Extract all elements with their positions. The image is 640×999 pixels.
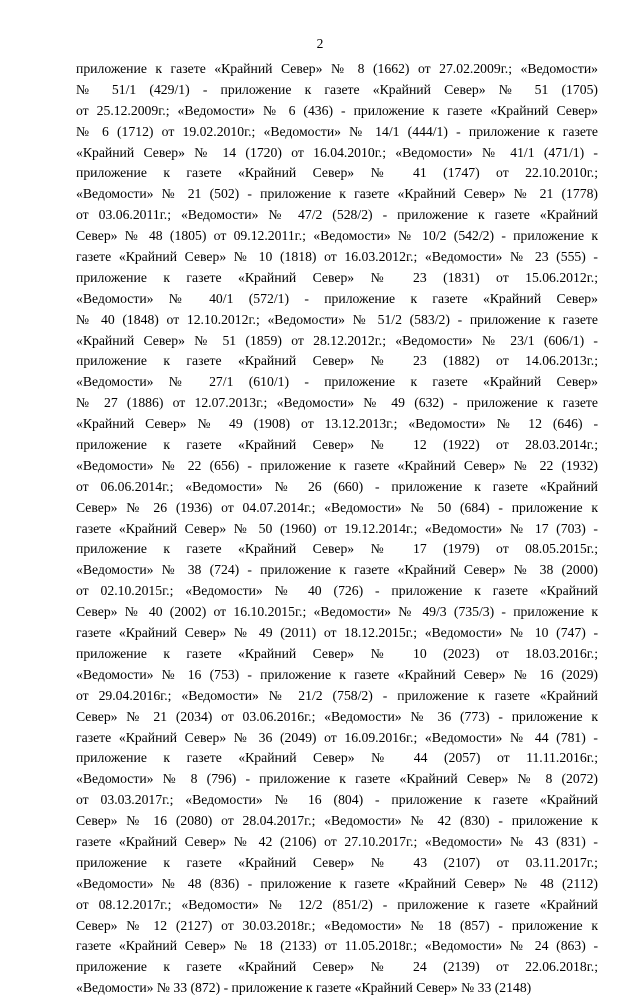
text-line: № 27 (1886) от 12.07.2013г.; «Ведомости» № 49 (632) - приложение к газете — [76, 395, 598, 411]
text-line: «Ведомости» № 16 (753) - приложение к газете «Крайний Север» № 16 (2029) — [76, 666, 598, 682]
text-line: газете «Крайний Север» № 49 (2011) от 18.12.2015г.; «Ведомости» № 10 (747) - — [76, 625, 598, 641]
text-line: приложение к газете «Крайний Север» № 44 (2057) от 11.11.2016г.; — [76, 750, 598, 766]
text-line: газете «Крайний Север» № 42 (2106) от 27.10.2017г.; «Ведомости» № 43 (831) - — [76, 833, 598, 849]
text-line: № 51/1 (429/1) - приложение к газете «Крайний Север» № 51 (1705) — [76, 81, 598, 97]
text-line: приложение к газете «Крайний Север» № 17 (1979) от 08.05.2015г.; — [76, 541, 598, 557]
text-line: от 25.12.2009г.; «Ведомости» № 6 (436) - приложение к газете «Крайний Север» — [76, 102, 598, 118]
text-line: газете «Крайний Север» № 50 (1960) от 19.12.2014г.; «Ведомости» № 17 (703) - — [76, 520, 598, 536]
text-line: Север» № 40 (2002) от 16.10.2015г.; «Ведомости» № 49/3 (735/3) - приложение к — [76, 604, 598, 620]
text-line: приложение к газете «Крайний Север» № 43 (2107) от 03.11.2017г.; — [76, 854, 598, 870]
text-line: от 02.10.2015г.; «Ведомости» № 40 (726) - приложение к газете «Крайний — [76, 583, 598, 599]
text-line: от 29.04.2016г.; «Ведомости» № 21/2 (758/2) - приложение к газете «Крайний — [76, 687, 598, 703]
text-line: газете «Крайний Север» № 18 (2133) от 11.05.2018г.; «Ведомости» № 24 (863) - — [76, 938, 598, 954]
text-line: № 40 (1848) от 12.10.2012г.; «Ведомости» № 51/2 (583/2) - приложение к газете — [76, 311, 598, 327]
text-line: «Ведомости» № 38 (724) - приложение к газете «Крайний Север» № 38 (2000) — [76, 562, 598, 578]
text-line: Север» № 16 (2080) от 28.04.2017г.; «Ведомости» № 42 (830) - приложение к — [76, 813, 598, 829]
text-line: от 03.03.2017г.; «Ведомости» № 16 (804) - приложение к газете «Крайний — [76, 792, 598, 808]
text-line: Север» № 21 (2034) от 03.06.2016г.; «Ведомости» № 36 (773) - приложение к — [76, 708, 598, 724]
page-number: 2 — [316, 36, 324, 51]
text-line: от 03.06.2011г.; «Ведомости» № 47/2 (528/2) - приложение к газете «Крайний — [76, 207, 598, 223]
text-line: «Крайний Север» № 14 (1720) от 16.04.2010г.; «Ведомости» № 41/1 (471/1) - — [76, 144, 598, 160]
text-line: приложение к газете «Крайний Север» № 24 (2139) от 22.06.2018г.; — [76, 959, 598, 975]
text-line: «Ведомости» № 33 (872) - приложение к газете «Крайний Север» № 33 (2148) — [76, 980, 532, 996]
text-line: приложение к газете «Крайний Север» № 41 (1747) от 22.10.2010г.; — [76, 165, 598, 181]
text-line: «Ведомости» № 27/1 (610/1) - приложение к газете «Крайний Север» — [76, 374, 598, 390]
text-line: «Ведомости» № 48 (836) - приложение к газете «Крайний Север» № 48 (2112) — [76, 875, 598, 891]
text-line: приложение к газете «Крайний Север» № 23 (1831) от 15.06.2012г.; — [76, 269, 598, 285]
text-line: «Ведомости» № 40/1 (572/1) - приложение к газете «Крайний Север» — [76, 290, 598, 306]
text-line: «Ведомости» № 22 (656) - приложение к газете «Крайний Север» № 22 (1932) — [76, 457, 598, 473]
text-line: «Ведомости» № 8 (796) - приложение к газете «Крайний Север» № 8 (2072) — [76, 771, 598, 787]
text-line: приложение к газете «Крайний Север» № 8 (1662) от 27.02.2009г.; «Ведомости» — [76, 61, 598, 76]
text-line: «Ведомости» № 21 (502) - приложение к газете «Крайний Север» № 21 (1778) — [76, 186, 598, 202]
text-line: приложение к газете «Крайний Север» № 12 (1922) от 28.03.2014г.; — [76, 437, 598, 453]
body-paragraph — [76, 59, 598, 999]
text-line: «Крайний Север» № 49 (1908) от 13.12.2013г.; «Ведомости» № 12 (646) - — [76, 416, 598, 432]
text-line: газете «Крайний Север» № 36 (2049) от 16.09.2016г.; «Ведомости» № 44 (781) - — [76, 729, 598, 745]
text-line: от 08.12.2017г.; «Ведомости» № 12/2 (851/2) - приложение к газете «Крайний — [76, 896, 598, 912]
text-line: № 6 (1712) от 19.02.2010г.; «Ведомости» № 14/1 (444/1) - приложение к газете — [76, 123, 598, 139]
text-line: приложение к газете «Крайний Север» № 23 (1882) от 14.06.2013г.; — [76, 353, 598, 369]
text-line: Север» № 12 (2127) от 30.03.2018г.; «Ведомости» № 18 (857) - приложение к — [76, 917, 598, 933]
text-line: «Крайний Север» № 51 (1859) от 28.12.2012г.; «Ведомости» № 23/1 (606/1) - — [76, 332, 598, 348]
text-line: Север» № 48 (1805) от 09.12.2011г.; «Ведомости» № 10/2 (542/2) - приложение к — [76, 228, 598, 244]
text-line: приложение к газете «Крайний Север» № 10 (2023) от 18.03.2016г.; — [76, 645, 598, 661]
text-line: газете «Крайний Север» № 10 (1818) от 16.03.2012г.; «Ведомости» № 23 (555) - — [76, 249, 598, 265]
text-line: Север» № 26 (1936) от 04.07.2014г.; «Ведомости» № 50 (684) - приложение к — [76, 499, 598, 515]
text-line: от 06.06.2014г.; «Ведомости» № 26 (660) - приложение к газете «Крайний — [76, 478, 598, 494]
